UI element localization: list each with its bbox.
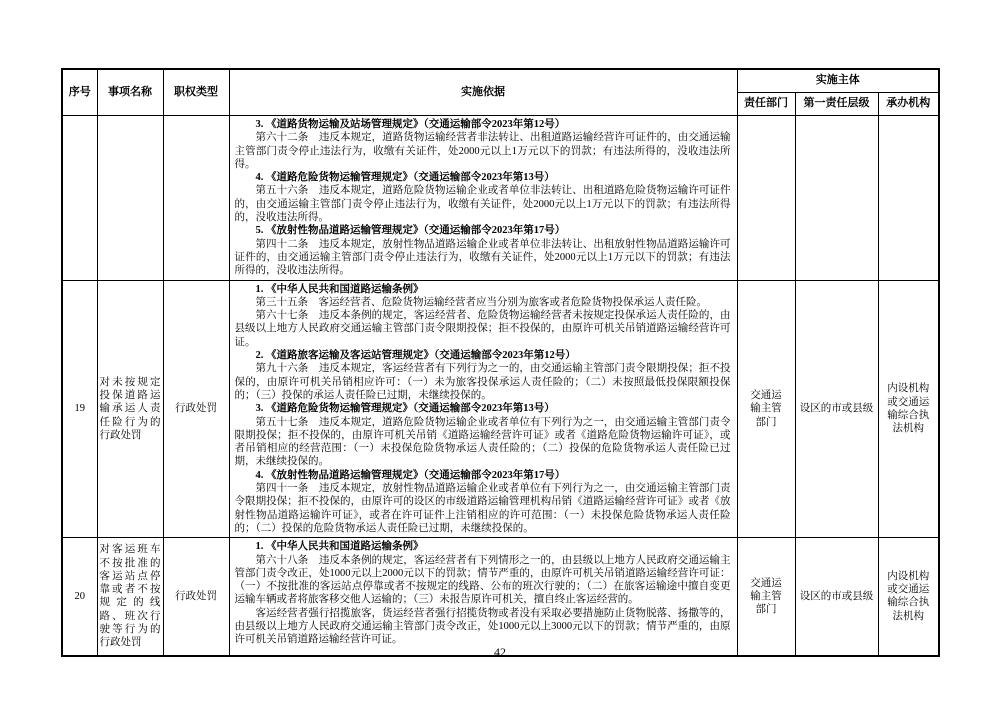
authority-type-cell: 行政处罚 <box>163 538 229 656</box>
law-clause: 第六十七条 违反本条例的规定，客运经营者、危险货物运输经营者未按规定投保承运人责任险的，由县级以上地方人民政府交通运输主管部门责令限期投保；拒不投保的，由原许可机关吊销道路运输经营许可证。 <box>234 310 731 348</box>
page-number: 42 <box>494 645 506 659</box>
table-row-20 <box>62 538 939 656</box>
implementation-basis-cell <box>229 538 737 656</box>
law-clause: 第六十八条 违反本条例的规定，客运经营者有下列情形之一的，由县级以上地方人民政府交通运输主管部门责令改正，处1000元以上2000元以下的罚款；情节严重的，由原许可机关吊销道路运输经营许可证：（一）不按批准的客运站点停靠或者不按规定的线路、公布的班次行驶的；（二）在旅客运输途中擅自变更运输车辆或者将旅客移交他人运输的；（三）未报告原许可机关，擅自终止客运经营的。 <box>234 554 731 606</box>
law-clause: 第五十六条 违反本规定，道路危险货物运输企业或者单位非法转让、出租道路危险货物运输许可证件的，由交通运输主管部门责令停止违法行为，收缴有关证件，处2000元以上1万元以下的罚款；有违法所得的，没收违法所得。 <box>234 185 731 224</box>
header-row-1 <box>62 69 939 93</box>
authority-type-cell-empty <box>163 116 229 281</box>
law-title: 3. 《道路货物运输及站场管理规定》（交通运输部令2023年第12号） <box>255 119 566 130</box>
header-undertaking-agency: 承办机构 <box>878 93 939 116</box>
serial-number-cell: 19 <box>62 280 97 538</box>
responsible-department-cell: 交通运输主管部门 <box>737 538 795 656</box>
table-row-continuation <box>62 116 939 281</box>
undertaking-agency-cell: 内设机构或交通运输综合执法机构 <box>878 280 939 538</box>
header-serial-number: 序号 <box>62 69 97 116</box>
undertaking-agency-cell: 内设机构或交通运输综合执法机构 <box>878 538 939 656</box>
law-title: 1. 《中华人民共和国道路运输条例》 <box>255 541 424 553</box>
law-clause: 第四十一条 违反本规定，放射性物品道路运输企业或者单位有下列行为之一，由交通运输主管部门责令限期投保；拒不投保的，由原许可的设区的市级道路运输管理机构吊销《道路运输经营许可证》或者《放射性物品道路运输许可证》，或者在许可证件上注销相应的许可范围：（一）未投保危险货物承运人责任险的；（二）投保的危险货物承运人责任险已过期，未继续投保的。 <box>234 483 731 534</box>
responsibility-level-cell-empty <box>795 116 878 281</box>
law-title: 5. 《放射性物品道路运输管理规定》（交通运输部令2023年第17号） <box>255 225 566 237</box>
implementation-basis-cell <box>229 116 737 281</box>
undertaking-agency-cell-empty <box>878 116 939 281</box>
law-title: 1. 《中华人民共和国道路运输条例》 <box>255 283 424 295</box>
law-clause: 第四十二条 违反本规定，放射性物品道路运输企业或者单位非法转让、出租放射性物品道路运输许可证件的，由交通运输主管部门责令停止违法行为，收缴有关证件，处2000元以上1万元以下的罚款；有违法所得的，没收违法所得。 <box>234 238 731 277</box>
law-clause: 第九十六条 违反本规定，客运经营者有下列行为之一的，由交通运输主管部门责令限期投保；拒不投保的，由原许可机关吊销相应许可：（一）未为旅客投保承运人责任险的；（二）未按照最低投保限额投保的；（三）投保的承运人责任险已过期，未继续投保的。 <box>234 363 731 401</box>
serial-number-cell: 20 <box>62 538 97 656</box>
responsibility-level-cell: 设区的市或县级 <box>795 280 878 538</box>
authority-type-cell: 行政处罚 <box>163 280 229 538</box>
table-row-19 <box>62 280 939 538</box>
responsibility-level-cell: 设区的市或县级 <box>795 538 878 656</box>
serial-number-cell-empty <box>62 116 97 281</box>
header-item-name: 事项名称 <box>97 69 163 116</box>
law-clause: 第六十二条 违反本规定，道路货物运输经营者非法转让、出租道路运输经营许可证件的，由交通运输主管部门责令停止违法行为，收缴有关证件，处2000元以上1万元以下的罚款；有违法所得的，没收违法所得。 <box>234 132 731 170</box>
responsible-department-cell: 交通运输主管部门 <box>737 280 795 538</box>
law-title: 4. 《放射性物品道路运输管理规定》（交通运输部令2023年第17号） <box>255 469 566 481</box>
law-title: 2. 《道路旅客运输及客运站管理规定》（交通运输部令2023年第12号） <box>255 350 576 362</box>
item-name-cell-empty <box>97 116 163 281</box>
header-authority-type: 职权类型 <box>163 69 229 116</box>
header-implementation-basis: 实施依据 <box>229 69 737 116</box>
law-clause: 第五十七条 违反本规定，道路危险货物运输企业或者单位有下列行为之一，由交通运输主管部门责令限期投保；拒不投保的，由原许可机关吊销《道路运输经营许可证》或者《道路危险货物运输许可证》，或者吊销相应的经营范围：（一）未投保危险货物承运人责任险的；（二）投保的危险货物承运人责任险已过期，未继续投保的。 <box>234 416 731 468</box>
header-implementing-body: 实施主体 <box>737 69 939 93</box>
responsible-department-cell-empty <box>737 116 795 281</box>
law-clause: 第三十五条 客运经营者、危险货物运输经营者应当分别为旅客或者危险货物投保承运人责任险。 <box>255 296 707 308</box>
header-responsible-department: 责任部门 <box>737 93 795 116</box>
law-clause: 客运经营者强行招揽旅客，货运经营者强行招揽货物或者没有采取必要措施防止货物脱落、扬撒等的，由县级以上地方人民政府交通运输主管部门责令改正，处1000元以上3000元以下的罚款；情节严重的，由原许可机关吊销道路运输经营许可证。 <box>234 607 731 646</box>
header-first-responsibility-level: 第一责任层级 <box>795 93 878 116</box>
item-name-cell: 对客运班车不按批准的客运站点停靠或者不按规定的线路、班次行驶等行为的行政处罚 <box>97 538 163 656</box>
penalty-items-table <box>61 68 940 657</box>
law-title: 3. 《道路危险货物运输管理规定》（交通运输部令2023年第13号） <box>255 403 555 415</box>
implementation-basis-cell <box>229 280 737 538</box>
item-name-cell: 对未按规定投保道路运输承运人责任险行为的行政处罚 <box>97 280 163 538</box>
law-title: 4. 《道路危险货物运输管理规定》（交通运输部令2023年第13号） <box>255 172 555 184</box>
